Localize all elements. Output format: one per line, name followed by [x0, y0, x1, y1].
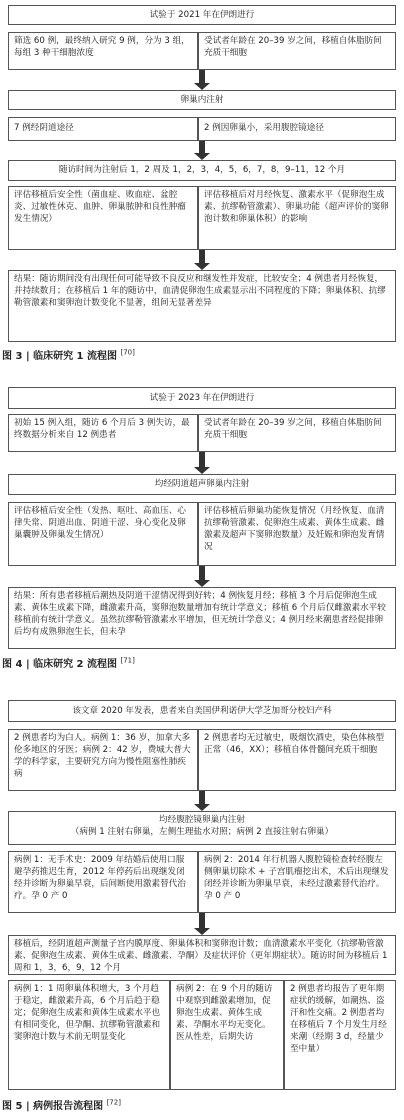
fig5-caption-label: 图 5	[2, 1101, 23, 1112]
fig3-arrow-3	[194, 250, 210, 270]
fig4-efficacy-box: 评估移植后卵巢功能恢复情况（月经恢复、血清抗缪勒管激素、促卵泡生成素、黄体生成素、雌激素及超声下窦卵泡数量）及妊娠和卵泡发育情况	[198, 502, 396, 566]
fig3-followup-box: 随访时间为注射后 1，2 周及 1，2，3，4，5，6，7，8，9–11，12 个月	[8, 160, 396, 181]
fig3-caption-text: 临床研究 1 流程图	[33, 351, 117, 362]
fig5-caption-text: 病例报告流程图	[33, 1101, 104, 1112]
fig4-result-box: 结果：所有患者移植后潮热及阴道干涩情况得到好转；4 例恢复月经；移植 3 个月后促卵泡生成素、黄体生成素下降，雌激素升高，窦卵泡数量增加有统计学意义；移植 6 个月后仅雌激素水平较移植前有统计学意义。虽然抗缪勒管激素水平增加，但无统计学意义；4 例月经来潮患者经促排卵后均有成熟卵泡生长，但未孕	[8, 587, 396, 649]
fig4-header: 试验于 2023 年在伊朗进行	[8, 387, 396, 409]
fig3-subjects-box: 受试者年龄在 20–39 岁之间，移植自体脂肪间充质干细胞	[198, 32, 396, 70]
fig5-case1-result-box: 病例 1：1 周卵巢体积增大，3 个月趋于稳定，雌激素升高，6 个月后趋于稳定；促卵泡生成素和黄体生成素水平也有相同变化，但孕酮、抗缪勒管激素和窦卵泡计数与术前无明显变化	[8, 980, 170, 1090]
fig4-caption-ref: [71]	[120, 656, 135, 665]
fig5-symptoms-result-box: 2 例患者均报告了更年期症状的缓解，如潮热、盗汗和性交痛。2 例患者均在移植后 7 个月发生月经来潮（经期 3 d，经量少至中量）	[284, 980, 396, 1090]
fig5-header: 该文章 2020 年发表，患者来自美国伊利诺伊大学芝加哥分校妇产科	[8, 700, 396, 722]
fig3-arrow-1	[194, 70, 210, 90]
fig3-injection-box: 卵巢内注射	[8, 90, 396, 110]
fig3-caption-ref: [70]	[120, 348, 135, 357]
fig5-followup-box: 移植后，经阴道超声测量子宫内膜厚度、卵巢体积和窦卵泡计数；血清激素水平变化（抗缪勒管激素、促卵泡生成素、黄体生成素、雌激素、孕酮）及症状评价（更年期症状）。随访时间为移植后 1 周和 1，3，6，9，12 个月	[8, 935, 396, 975]
fig5-arrow-1	[194, 791, 210, 811]
fig4-injection-box: 均经阴道超声卵巢内注射	[8, 474, 396, 495]
fig5-case2-result-box: 病例 2：在 9 个月的随访中观察到雌激素增加，促卵泡生成素、黄体生成素、孕酮水平均无变化。医从性差，后期失访	[170, 980, 284, 1090]
fig4-safety-box: 评估移植后安全性（发热、呕吐、高血压、心律失常、阴道出血、阴道干涩、身心变化及卵巢囊肿及卵巢发生情况）	[8, 502, 198, 566]
fig5-caption-ref: [72]	[106, 1098, 121, 1107]
fig4-subjects-box: 受试者年龄在 20–39 岁之间，移植自体脂肪间充质干细胞	[198, 414, 396, 452]
fig4-arrow-1	[194, 452, 210, 474]
fig5-injection-title: 均经腹腔镜卵巢内注射	[159, 815, 245, 825]
fig3-arrow-2	[194, 141, 210, 160]
fig4-arrow-2	[194, 566, 210, 587]
fig5-injection-box	[8, 811, 396, 845]
fig5-injection-detail: （病例 1 注射右卵巢，左侧生理盐水对照；病例 2 直接注射右卵巢）	[70, 827, 334, 837]
fig3-result-box: 结果：随访期间没有出现任何可能导致不良反应和继发性并发症，比较安全；4 例患者月经恢复，并持续数月；在移植后 1 年的随访中，血清促卵泡生成素显示出不同程度的下降；卵巢体积、抗缪勒管激素和窦卵泡计数变化不显著，组间无显著差异	[8, 270, 396, 342]
fig5-history-box: 2 例患者均无过敏史，吸烟饮酒史，染色体核型正常（46，XX）；移植自体骨髓间充质干细胞	[198, 729, 396, 791]
fig5-patients-box: 2 例患者均为白人。病例 1：36 岁，加拿大多伦多地区的牙医；病例 2：42 岁，费城大普大学的科学家，主要研究方向为慢性阻塞性肺疾病	[8, 729, 198, 791]
fig3-laparoscopic-box: 2 例因卵巢小，采用腹腔镜途径	[198, 117, 396, 141]
fig3-enrollment-box: 筛选 60 例，最终纳入研究 9 例，分为 3 组，每组 3 种干细胞浓度	[8, 32, 198, 70]
fig3-safety-box: 评估移植后安全性（菌血症、败血症、盆腔炎、过敏性休克、血肿、卵巢脓肿和良性肿瘤发生情况）	[8, 186, 198, 250]
fig3-transvaginal-box: 7 例经阴道途径	[8, 117, 198, 141]
fig5-arrow-2	[194, 913, 210, 935]
fig4-caption: 图 4 | 临床研究 2 流程图 [71]	[2, 656, 135, 670]
fig3-caption-label: 图 3	[2, 351, 23, 362]
fig5-caption: 图 5 | 病例报告流程图 [72]	[2, 1098, 121, 1112]
fig4-caption-text: 临床研究 2 流程图	[33, 659, 117, 670]
fig3-caption: 图 3 | 临床研究 1 流程图 [70]	[2, 348, 135, 362]
fig5-case2-box: 病例 2：2014 年行机器人腹腔镜检查转经腹左侧卵巢切除术 + 子宫肌瘤挖出术，术后出现继发闭经并诊断为卵巢早衰，未经过激素替代治疗。孕 0 产 0	[198, 851, 396, 913]
fig5-case1-box: 病例 1：无手术史：2009 年结婚后使用口服避孕药推迟生育，2012 年停药后出现继发闭经并诊断为卵巢早衰，后间断使用激素替代治疗。孕 0 产 0	[8, 851, 198, 913]
fig4-caption-label: 图 4	[2, 659, 23, 670]
fig3-efficacy-box: 评估移植后对月经恢复、激素水平（促卵泡生成素、抗缪勒管激素）、卵巢功能（超声评价的窦卵泡计数和卵巢体积）的影响	[198, 186, 396, 250]
fig3-header: 试验于 2021 年在伊朗进行	[8, 5, 396, 25]
fig4-enrollment-box: 初始 15 例入组，随访 6 个月后 3 例失访，最终数据分析来自 12 例患者	[8, 414, 198, 452]
